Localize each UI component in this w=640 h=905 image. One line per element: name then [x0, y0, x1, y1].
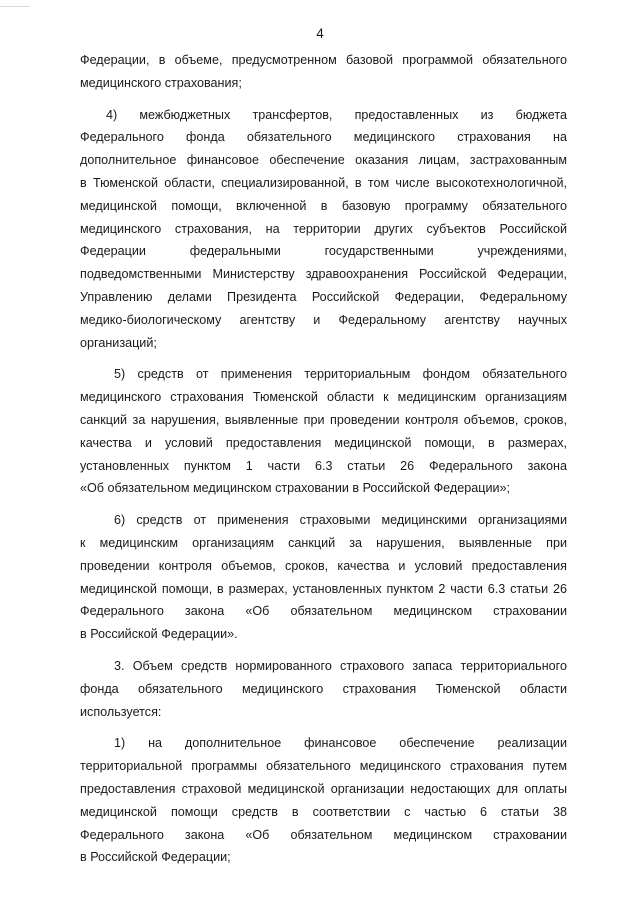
- text-line: санкций за нарушения, выявленные при проведении контроля объемов, сроков,: [80, 412, 567, 427]
- text-line: подведомственными Министерству здравоохранения Российской Федерации,: [80, 267, 567, 282]
- text-line: «Об обязательном медицинском страховании в Российской Федерации»;: [80, 481, 511, 496]
- text-line: 6) средств от применения страховыми медицинскими организациями: [114, 513, 567, 528]
- text-line: медицинской помощи, в размерах, установленных пунктом 2 части 6.3 статьи 26: [80, 581, 567, 596]
- text-line: 3. Объем средств нормированного страхового запаса территориального: [114, 658, 567, 673]
- text-line: в Российской Федерации».: [80, 627, 238, 642]
- text-line: медицинского страхования, на территории других субъектов Российской: [80, 221, 567, 236]
- paragraph-item-6: [80, 509, 567, 646]
- text-line: предоставления страховой медицинской организации недостающих для оплаты: [80, 781, 567, 796]
- text-line: Федерального фонда обязательного медицинского страхования на: [80, 130, 567, 145]
- scan-corner-mark: [0, 0, 30, 7]
- paragraph-item-4: [80, 104, 567, 355]
- text-line: в Тюменской области, специализированной, в том числе высокотехнологичной,: [80, 175, 567, 190]
- paragraph-item-3: [80, 655, 567, 723]
- text-line: медицинской помощи средств в соответствии с частью 6 статьи 38: [80, 804, 567, 819]
- text-line: качества и условий предоставления медицинской помощи, в размерах,: [80, 435, 567, 450]
- text-line: к медицинским организациям санкций за нарушения, выявленные при: [80, 535, 567, 550]
- text-line: медико-биологическому агентству и Федеральному агентству научных: [80, 312, 567, 327]
- text-line: Управлению делами Президента Российской Федерации, Федеральному: [80, 289, 567, 304]
- text-line: медицинской помощи, включенной в базовую программу обязательного: [80, 198, 567, 213]
- text-line: Федерального закона «Об обязательном медицинском страховании: [80, 827, 567, 842]
- document-body: [80, 49, 567, 878]
- text-line: медицинского страхования;: [80, 75, 242, 90]
- page-number: 4: [316, 26, 324, 41]
- paragraph-item-3-1: [80, 732, 567, 869]
- text-line: территориальной программы обязательного медицинского страхования путем: [80, 759, 567, 774]
- text-line: Федерации федеральными государственными учреждениями,: [80, 244, 567, 259]
- text-line: 5) средств от применения территориальным фондом обязательного: [114, 367, 567, 382]
- paragraph-item-5: [80, 363, 567, 500]
- text-line: 4) межбюджетных трансфертов, предоставленных из бюджета: [106, 107, 567, 122]
- text-line: Федерации, в объеме, предусмотренном базовой программой обязательного: [80, 53, 567, 67]
- text-line: фонда обязательного медицинского страхования Тюменской области: [80, 681, 567, 696]
- text-line: Федерального закона «Об обязательном медицинском страховании: [80, 604, 567, 619]
- text-line: дополнительное финансовое обеспечение оказания лицам, застрахованным: [80, 153, 567, 168]
- text-line: установленных пунктом 1 части 6.3 статьи 26 Федерального закона: [80, 458, 567, 473]
- text-line: используется:: [80, 704, 162, 719]
- text-line: 1) на дополнительное финансовое обеспечение реализации: [114, 736, 567, 751]
- text-line: организаций;: [80, 335, 157, 350]
- paragraph-continuation: [80, 49, 567, 95]
- text-line: проведении контроля объемов, сроков, качества и условий предоставления: [80, 558, 567, 573]
- text-line: в Российской Федерации;: [80, 850, 231, 865]
- text-line: медицинского страхования Тюменской области к медицинским организациям: [80, 390, 567, 405]
